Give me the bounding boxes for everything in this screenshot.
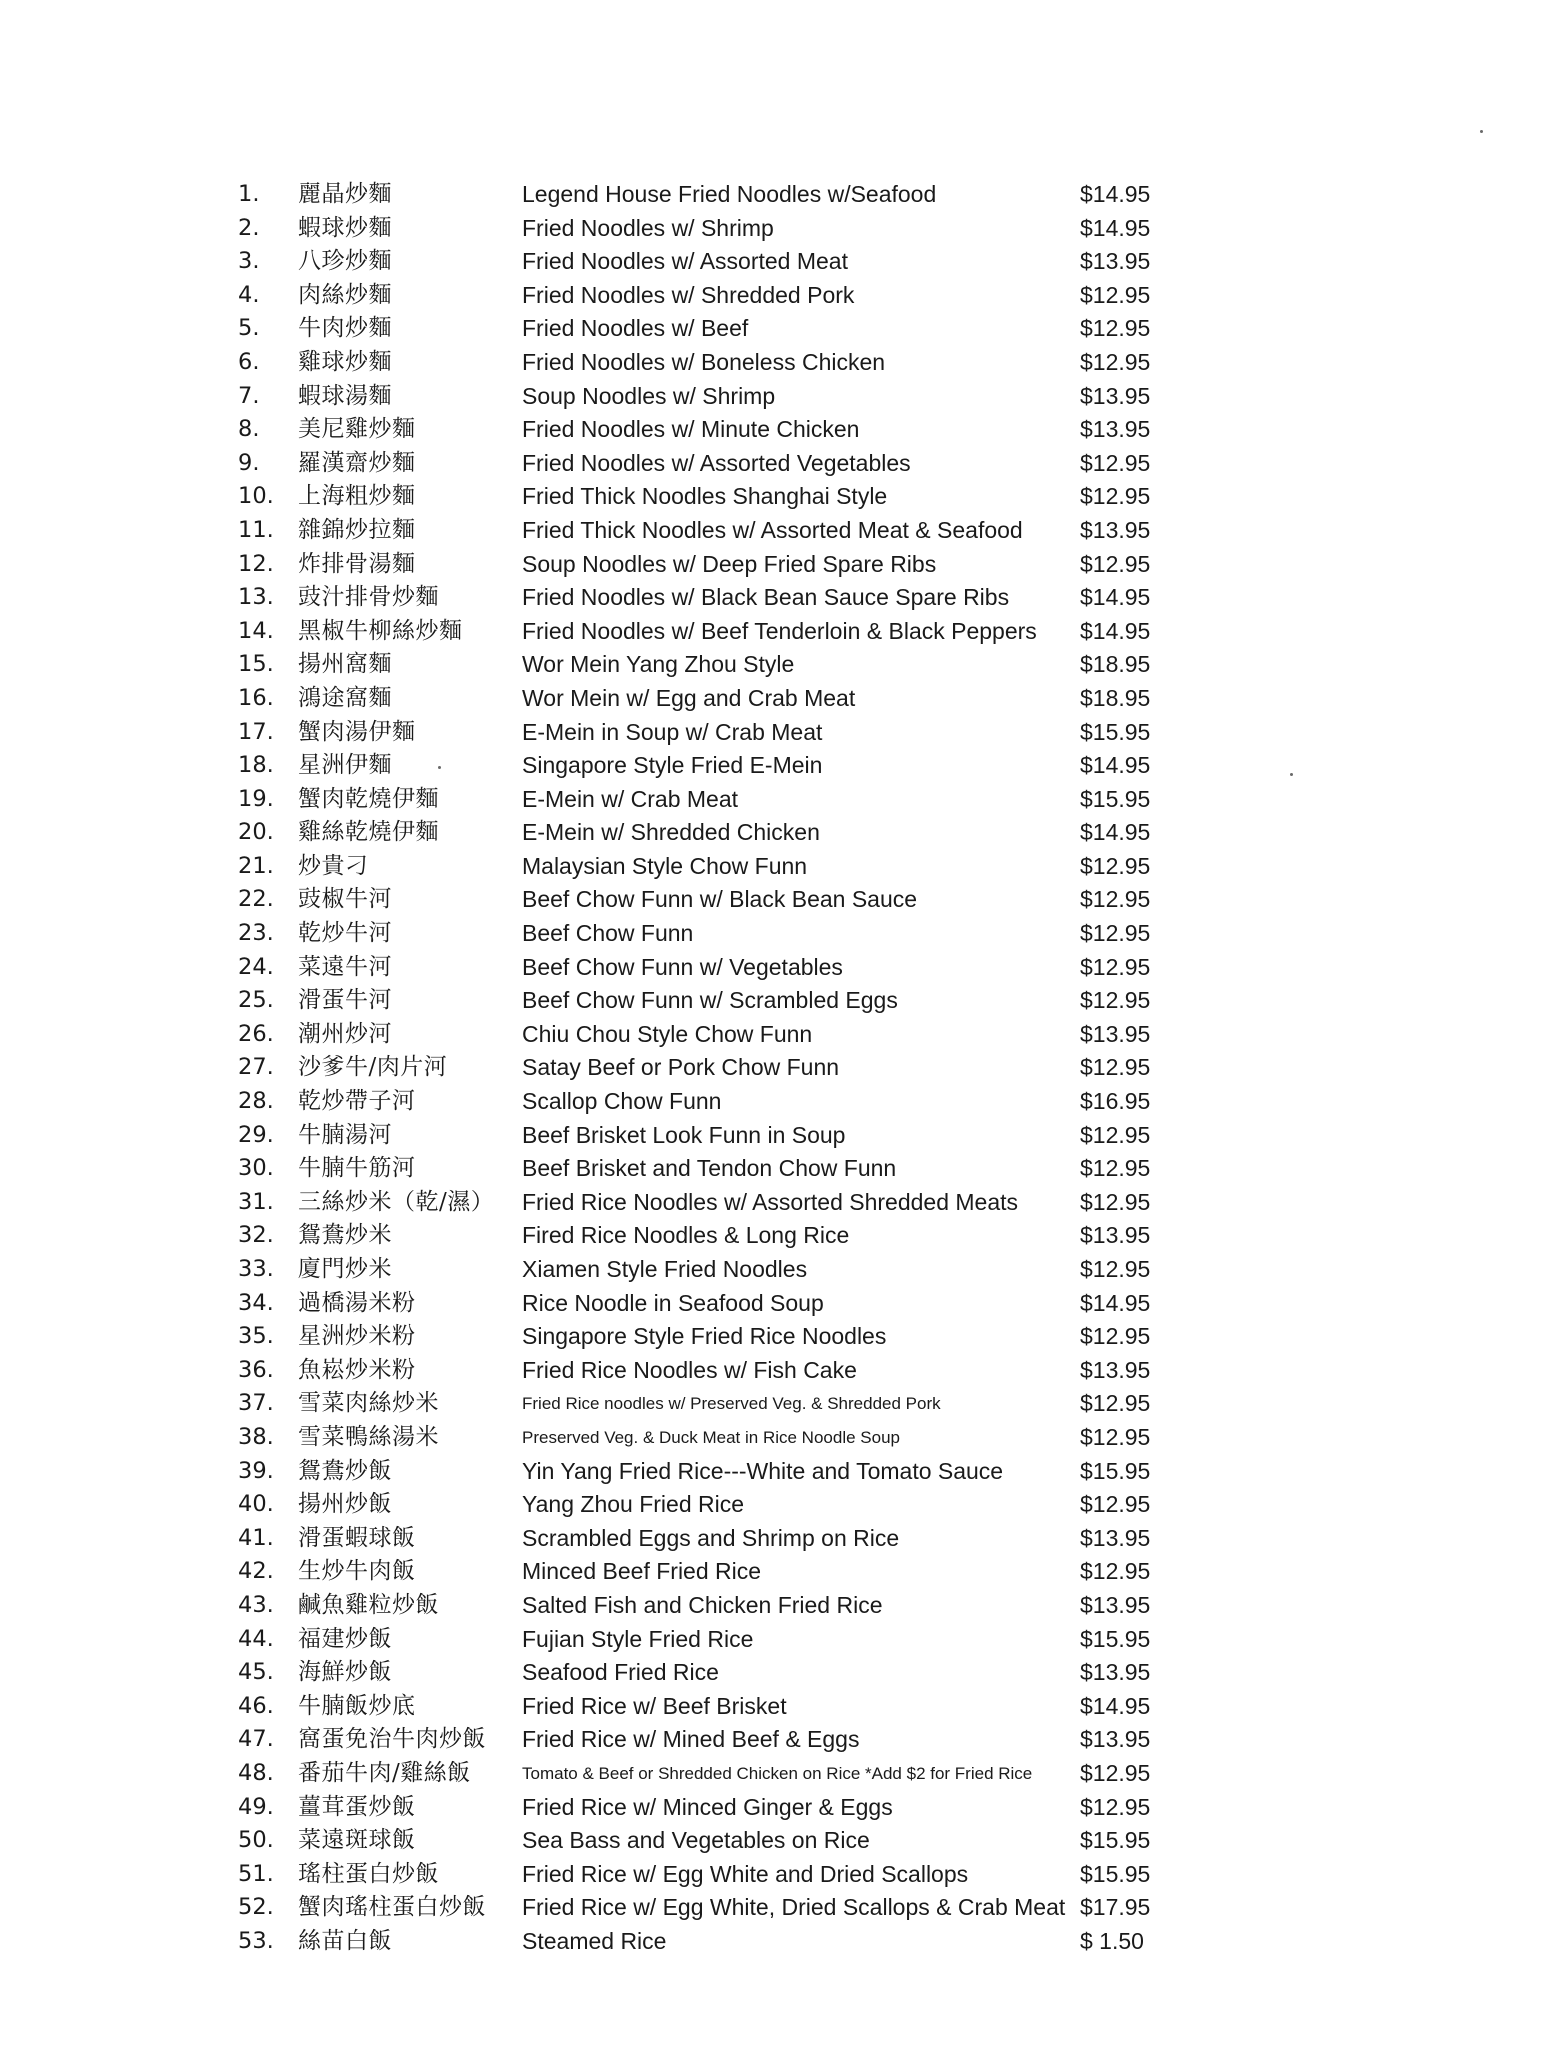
item-number: 28. xyxy=(238,1088,274,1115)
menu-item-row xyxy=(238,480,1158,514)
item-price: $12.95 xyxy=(1080,483,1151,510)
item-english-name: Yang Zhou Fried Rice xyxy=(522,1491,745,1518)
item-price: $15.95 xyxy=(1080,1827,1151,1854)
item-price: $17.95 xyxy=(1080,1894,1151,1921)
item-number: 9. xyxy=(238,449,260,476)
item-chinese-name: 牛腩牛筋河 xyxy=(298,1155,416,1182)
scan-speck xyxy=(1290,773,1293,776)
item-english-name: Scallop Chow Funn xyxy=(522,1088,722,1115)
item-number: 38. xyxy=(238,1423,274,1450)
item-english-name: Fried Rice w/ Beef Brisket xyxy=(522,1692,787,1719)
item-chinese-name: 上海粗炒麵 xyxy=(298,483,416,510)
item-number: 34. xyxy=(238,1289,274,1316)
menu-item-row xyxy=(238,1354,1158,1388)
item-english-name: Wor Mein Yang Zhou Style xyxy=(522,651,795,678)
item-chinese-name: 滑蛋牛河 xyxy=(298,987,392,1014)
item-number: 31. xyxy=(238,1188,274,1215)
menu-item-row xyxy=(238,749,1158,783)
item-price: $13.95 xyxy=(1080,416,1151,443)
item-chinese-name: 牛肉炒麵 xyxy=(298,315,392,342)
menu-item-row xyxy=(238,1791,1158,1825)
item-price: $12.95 xyxy=(1080,852,1151,879)
item-chinese-name: 鹹魚雞粒炒飯 xyxy=(298,1591,439,1618)
menu-item-row xyxy=(238,682,1158,716)
item-english-name: Singapore Style Fried Rice Noodles xyxy=(522,1323,887,1350)
item-chinese-name: 豉椒牛河 xyxy=(298,886,392,913)
item-number: 21. xyxy=(238,852,274,879)
item-english-name: Fried Thick Noodles w/ Assorted Meat & Seafood xyxy=(522,516,1023,543)
item-number: 25. xyxy=(238,987,274,1014)
item-price: $14.95 xyxy=(1080,1289,1151,1316)
item-price: $13.95 xyxy=(1080,1726,1151,1753)
item-chinese-name: 乾炒帶子河 xyxy=(298,1088,416,1115)
item-english-name: Satay Beef or Pork Chow Funn xyxy=(522,1054,840,1081)
item-english-name: Seafood Fried Rice xyxy=(522,1659,719,1686)
item-price: $18.95 xyxy=(1080,684,1151,711)
item-price: $12.95 xyxy=(1080,1155,1151,1182)
item-price: $12.95 xyxy=(1080,1121,1151,1148)
item-number: 33. xyxy=(238,1256,274,1282)
item-english-name: Fried Noodles w/ Assorted Vegetables xyxy=(522,449,911,476)
menu-item-row xyxy=(238,1656,1158,1690)
menu-item-row xyxy=(238,548,1158,582)
item-english-name: Fried Noodles w/ Boneless Chicken xyxy=(522,348,886,375)
item-chinese-name: 蟹肉乾燒伊麵 xyxy=(298,785,439,812)
menu-item-row xyxy=(238,245,1158,279)
menu-item-row xyxy=(238,648,1158,682)
item-number: 40. xyxy=(238,1491,274,1518)
item-price: $12.95 xyxy=(1080,1390,1151,1417)
item-number: 43. xyxy=(238,1591,274,1618)
item-english-name: Chiu Chou Style Chow Funn xyxy=(522,1020,813,1047)
item-chinese-name: 美尼雞炒麵 xyxy=(298,416,416,443)
item-number: 5. xyxy=(238,315,260,342)
item-chinese-name: 肉絲炒麵 xyxy=(298,281,392,308)
menu-item-row xyxy=(238,1891,1158,1925)
item-chinese-name: 雪菜鴨絲湯米 xyxy=(298,1423,439,1450)
item-number: 2. xyxy=(238,214,260,241)
item-english-name: Preserved Veg. & Duck Meat in Rice Noodle Soup xyxy=(522,1427,900,1447)
item-chinese-name: 星洲伊麵 xyxy=(298,752,392,779)
item-price: $15.95 xyxy=(1080,1457,1151,1484)
item-number: 50. xyxy=(238,1827,274,1854)
item-english-name: Fried Noodles w/ Assorted Meat xyxy=(522,248,848,275)
menu-item-row xyxy=(238,984,1158,1018)
item-number: 32. xyxy=(238,1222,274,1249)
item-chinese-name: 沙爹牛/肉片河 xyxy=(298,1054,448,1081)
menu-item-row xyxy=(238,1824,1158,1858)
item-number: 30. xyxy=(238,1155,274,1182)
menu-item-row xyxy=(238,951,1158,985)
item-english-name: E-Mein w/ Shredded Chicken xyxy=(522,819,820,846)
item-price: $12.95 xyxy=(1080,1323,1151,1350)
menu-item-row xyxy=(238,1186,1158,1220)
menu-item-row xyxy=(238,1488,1158,1522)
item-chinese-name: 八珍炒麵 xyxy=(298,248,392,275)
item-price: $12.95 xyxy=(1080,449,1151,476)
menu-item-row xyxy=(238,783,1158,817)
menu-item-row xyxy=(238,883,1158,917)
item-english-name: Scrambled Eggs and Shrimp on Rice xyxy=(522,1524,900,1551)
item-english-name: Fried Thick Noodles Shanghai Style xyxy=(522,483,888,510)
item-number: 46. xyxy=(238,1692,274,1719)
menu-item-row xyxy=(238,581,1158,615)
menu-item-row xyxy=(238,178,1158,212)
menu-item-row xyxy=(238,1119,1158,1153)
item-english-name: Fried Rice w/ Mined Beef & Eggs xyxy=(522,1726,860,1753)
item-price: $14.95 xyxy=(1080,752,1151,779)
item-chinese-name: 薑茸蛋炒飯 xyxy=(298,1793,416,1820)
item-price: $15.95 xyxy=(1080,718,1151,745)
menu-item-row xyxy=(238,615,1158,649)
menu-item-row xyxy=(238,1287,1158,1321)
item-chinese-name: 鴛鴦炒米 xyxy=(298,1222,392,1249)
item-english-name: Beef Chow Funn xyxy=(522,920,694,947)
menu-item-row xyxy=(238,1387,1158,1421)
item-price: $12.95 xyxy=(1080,953,1151,980)
item-price: $14.95 xyxy=(1080,617,1151,644)
item-number: 24. xyxy=(238,953,274,980)
item-chinese-name: 海鮮炒飯 xyxy=(298,1659,392,1686)
menu-item-row xyxy=(238,312,1158,346)
item-price: $14.95 xyxy=(1080,214,1151,241)
menu-item-row xyxy=(238,816,1158,850)
item-number: 49. xyxy=(238,1793,274,1820)
item-number: 17. xyxy=(238,718,274,745)
item-chinese-name: 蝦球湯麵 xyxy=(298,382,392,409)
item-number: 3. xyxy=(238,248,260,275)
menu-item-row xyxy=(238,1690,1158,1724)
menu-item-row xyxy=(238,1757,1158,1791)
item-number: 41. xyxy=(238,1524,274,1551)
item-english-name: Legend House Fried Noodles w/Seafood xyxy=(522,181,937,207)
item-price: $16.95 xyxy=(1080,1088,1151,1115)
menu-item-row xyxy=(238,1085,1158,1119)
item-chinese-name: 鴻途窩麵 xyxy=(298,684,392,711)
item-number: 13. xyxy=(238,584,274,611)
item-english-name: Beef Chow Funn w/ Black Bean Sauce xyxy=(522,886,918,913)
item-number: 29. xyxy=(238,1121,274,1148)
item-chinese-name: 牛腩湯河 xyxy=(298,1121,392,1148)
item-chinese-name: 雞絲乾燒伊麵 xyxy=(298,819,439,846)
item-price: $12.95 xyxy=(1080,886,1151,913)
item-english-name: Soup Noodles w/ Shrimp xyxy=(522,382,776,409)
menu-item-row xyxy=(238,1623,1158,1657)
item-english-name: E-Mein w/ Crab Meat xyxy=(522,785,739,812)
item-price: $18.95 xyxy=(1080,651,1151,678)
menu-item-row xyxy=(238,1858,1158,1892)
menu-list xyxy=(238,178,1158,1958)
item-price: $15.95 xyxy=(1080,785,1151,812)
item-price: $12.95 xyxy=(1080,315,1151,342)
item-number: 39. xyxy=(238,1457,274,1484)
item-english-name: Singapore Style Fried E-Mein xyxy=(522,752,823,779)
item-number: 12. xyxy=(238,550,274,577)
item-english-name: Fried Noodles w/ Black Bean Sauce Spare Ribs xyxy=(522,584,1010,611)
item-chinese-name: 炒貴刁 xyxy=(298,852,369,879)
item-number: 10. xyxy=(238,483,274,510)
item-price: $15.95 xyxy=(1080,1625,1151,1652)
menu-item-row xyxy=(238,716,1158,750)
item-price: $13.95 xyxy=(1080,248,1151,275)
item-english-name: Beef Chow Funn w/ Vegetables xyxy=(522,953,843,980)
item-number: 15. xyxy=(238,651,274,678)
item-price: $13.95 xyxy=(1080,1222,1151,1249)
item-chinese-name: 蟹肉湯伊麵 xyxy=(298,718,416,745)
item-number: 7. xyxy=(238,382,260,409)
item-english-name: Beef Brisket Look Funn in Soup xyxy=(522,1121,846,1148)
item-chinese-name: 窩蛋免治牛肉炒飯 xyxy=(298,1726,486,1753)
item-english-name: Fried Noodles w/ Shrimp xyxy=(522,214,774,241)
menu-item-row xyxy=(238,212,1158,246)
item-chinese-name: 麗晶炒麵 xyxy=(298,181,392,207)
menu-item-row xyxy=(238,279,1158,313)
menu-item-row xyxy=(238,1152,1158,1186)
menu-item-row xyxy=(238,1555,1158,1589)
item-english-name: Fujian Style Fried Rice xyxy=(522,1625,754,1652)
menu-item-row xyxy=(238,447,1158,481)
item-number: 11. xyxy=(238,516,274,543)
item-number: 53. xyxy=(238,1927,274,1954)
item-english-name: Beef Brisket and Tendon Chow Funn xyxy=(522,1155,897,1182)
item-english-name: Fried Rice noodles w/ Preserved Veg. & Shredded Pork xyxy=(522,1394,941,1414)
scan-speck xyxy=(1480,130,1483,133)
item-chinese-name: 福建炒飯 xyxy=(298,1625,392,1652)
item-english-name: Fried Noodles w/ Shredded Pork xyxy=(522,281,855,308)
menu-item-row xyxy=(238,917,1158,951)
item-chinese-name: 過橋湯米粉 xyxy=(298,1289,416,1316)
item-price: $13.95 xyxy=(1080,1659,1151,1686)
menu-item-row xyxy=(238,514,1158,548)
item-number: 35. xyxy=(238,1323,274,1350)
item-chinese-name: 潮州炒河 xyxy=(298,1020,392,1047)
item-english-name: Tomato & Beef or Shredded Chicken on Rice *Add $2 for Fried Rice xyxy=(522,1763,1033,1783)
menu-item-row xyxy=(238,346,1158,380)
item-english-name: Steamed Rice xyxy=(522,1927,667,1954)
item-english-name: Fired Rice Noodles & Long Rice xyxy=(522,1222,850,1249)
item-price: $14.95 xyxy=(1080,1692,1151,1719)
item-price: $12.95 xyxy=(1080,987,1151,1014)
menu-item-row xyxy=(238,1421,1158,1455)
item-price: $12.95 xyxy=(1080,1054,1151,1081)
item-number: 47. xyxy=(238,1726,274,1753)
item-chinese-name: 瑤柱蛋白炒飯 xyxy=(298,1860,439,1887)
menu-item-row xyxy=(238,850,1158,884)
item-chinese-name: 生炒牛肉飯 xyxy=(298,1558,416,1585)
item-number: 36. xyxy=(238,1356,274,1383)
item-price: $14.95 xyxy=(1080,584,1151,611)
item-english-name: Minced Beef Fried Rice xyxy=(522,1558,762,1585)
item-english-name: E-Mein in Soup w/ Crab Meat xyxy=(522,718,823,745)
item-price: $13.95 xyxy=(1080,1356,1151,1383)
item-price: $ 1.50 xyxy=(1080,1927,1144,1954)
item-chinese-name: 雪菜肉絲炒米 xyxy=(298,1390,439,1417)
item-chinese-name: 乾炒牛河 xyxy=(298,920,392,947)
item-chinese-name: 黑椒牛柳絲炒麵 xyxy=(298,617,463,644)
item-price: $14.95 xyxy=(1080,181,1151,207)
item-number: 8. xyxy=(238,416,260,443)
item-english-name: Fried Noodles w/ Beef xyxy=(522,315,749,342)
item-english-name: Fried Noodles w/ Beef Tenderloin & Black Peppers xyxy=(522,617,1037,644)
item-price: $12.95 xyxy=(1080,920,1151,947)
item-english-name: Fried Rice Noodles w/ Assorted Shredded Meats xyxy=(522,1188,1019,1215)
item-price: $12.95 xyxy=(1080,1423,1151,1450)
item-english-name: Soup Noodles w/ Deep Fried Spare Ribs xyxy=(522,550,937,577)
menu-item-row xyxy=(238,1723,1158,1757)
item-price: $13.95 xyxy=(1080,516,1151,543)
menu-item-row xyxy=(238,380,1158,414)
item-chinese-name: 廈門炒米 xyxy=(298,1256,392,1282)
item-english-name: Wor Mein w/ Egg and Crab Meat xyxy=(522,684,856,711)
item-number: 48. xyxy=(238,1759,274,1786)
item-english-name: Yin Yang Fried Rice---White and Tomato Sauce xyxy=(522,1457,1004,1484)
item-number: 45. xyxy=(238,1659,274,1686)
item-number: 4. xyxy=(238,281,260,308)
item-number: 22. xyxy=(238,886,274,913)
item-chinese-name: 三絲炒米（乾/濕） xyxy=(298,1188,495,1215)
item-english-name: Fried Rice w/ Egg White and Dried Scallops xyxy=(522,1860,969,1887)
item-english-name: Rice Noodle in Seafood Soup xyxy=(522,1289,824,1316)
item-price: $12.95 xyxy=(1080,348,1151,375)
item-english-name: Fried Rice Noodles w/ Fish Cake xyxy=(522,1356,857,1383)
item-price: $12.95 xyxy=(1080,1256,1151,1282)
item-number: 27. xyxy=(238,1054,274,1081)
item-chinese-name: 蟹肉瑤柱蛋白炒飯 xyxy=(298,1894,486,1921)
item-price: $12.95 xyxy=(1080,550,1151,577)
item-number: 42. xyxy=(238,1558,274,1585)
menu-item-row xyxy=(238,413,1158,447)
item-price: $13.95 xyxy=(1080,1524,1151,1551)
item-number: 52. xyxy=(238,1894,274,1921)
menu-item-row xyxy=(238,1455,1158,1489)
item-chinese-name: 雜錦炒拉麵 xyxy=(298,516,416,543)
item-number: 6. xyxy=(238,348,260,375)
item-number: 16. xyxy=(238,684,274,711)
item-price: $12.95 xyxy=(1080,281,1151,308)
item-english-name: Sea Bass and Vegetables on Rice xyxy=(522,1827,870,1854)
menu-item-row xyxy=(238,1219,1158,1253)
item-price: $13.95 xyxy=(1080,1591,1151,1618)
item-number: 44. xyxy=(238,1625,274,1652)
item-english-name: Fried Rice w/ Minced Ginger & Eggs xyxy=(522,1793,893,1820)
menu-item-row xyxy=(238,1589,1158,1623)
item-number: 23. xyxy=(238,920,274,947)
item-chinese-name: 鴛鴦炒飯 xyxy=(298,1457,392,1484)
menu-item-row xyxy=(238,1925,1158,1959)
item-price: $12.95 xyxy=(1080,1759,1151,1786)
item-price: $15.95 xyxy=(1080,1860,1151,1887)
item-price: $12.95 xyxy=(1080,1793,1151,1820)
menu-item-row xyxy=(238,1320,1158,1354)
item-english-name: Beef Chow Funn w/ Scrambled Eggs xyxy=(522,987,898,1014)
item-chinese-name: 揚州炒飯 xyxy=(298,1491,392,1518)
item-english-name: Salted Fish and Chicken Fried Rice xyxy=(522,1591,883,1618)
item-chinese-name: 菜遠斑球飯 xyxy=(298,1827,416,1854)
item-price: $13.95 xyxy=(1080,1020,1151,1047)
item-chinese-name: 絲苗白飯 xyxy=(298,1927,392,1954)
item-english-name: Malaysian Style Chow Funn xyxy=(522,852,808,879)
item-price: $14.95 xyxy=(1080,819,1151,846)
item-number: 51. xyxy=(238,1860,274,1887)
item-chinese-name: 豉汁排骨炒麵 xyxy=(298,584,439,611)
item-chinese-name: 蝦球炒麵 xyxy=(298,214,392,241)
item-chinese-name: 星洲炒米粉 xyxy=(298,1323,416,1350)
item-english-name: Xiamen Style Fried Noodles xyxy=(522,1256,808,1282)
item-chinese-name: 雞球炒麵 xyxy=(298,348,392,375)
item-price: $12.95 xyxy=(1080,1188,1151,1215)
item-chinese-name: 菜遠牛河 xyxy=(298,953,392,980)
item-number: 20. xyxy=(238,819,274,846)
item-chinese-name: 揚州窩麵 xyxy=(298,651,392,678)
item-english-name: Fried Noodles w/ Minute Chicken xyxy=(522,416,860,443)
menu-item-row xyxy=(238,1522,1158,1556)
item-number: 37. xyxy=(238,1390,274,1417)
item-number: 14. xyxy=(238,617,274,644)
item-chinese-name: 炸排骨湯麵 xyxy=(298,550,416,577)
item-number: 1. xyxy=(238,181,260,207)
item-number: 18. xyxy=(238,752,274,779)
item-chinese-name: 滑蛋蝦球飯 xyxy=(298,1524,416,1551)
item-price: $13.95 xyxy=(1080,382,1151,409)
item-number: 19. xyxy=(238,785,274,812)
menu-item-row xyxy=(238,1253,1158,1287)
item-chinese-name: 番茄牛肉/雞絲飯 xyxy=(298,1759,471,1786)
item-english-name: Fried Rice w/ Egg White, Dried Scallops & Crab Meat xyxy=(522,1894,1066,1921)
item-chinese-name: 牛腩飯炒底 xyxy=(298,1692,416,1719)
item-number: 26. xyxy=(238,1020,274,1047)
item-chinese-name: 魚崧炒米粉 xyxy=(298,1356,416,1383)
item-price: $12.95 xyxy=(1080,1558,1151,1585)
item-chinese-name: 羅漢齋炒麵 xyxy=(298,449,416,476)
menu-item-row xyxy=(238,1051,1158,1085)
menu-item-row xyxy=(238,1018,1158,1052)
item-price: $12.95 xyxy=(1080,1491,1151,1518)
